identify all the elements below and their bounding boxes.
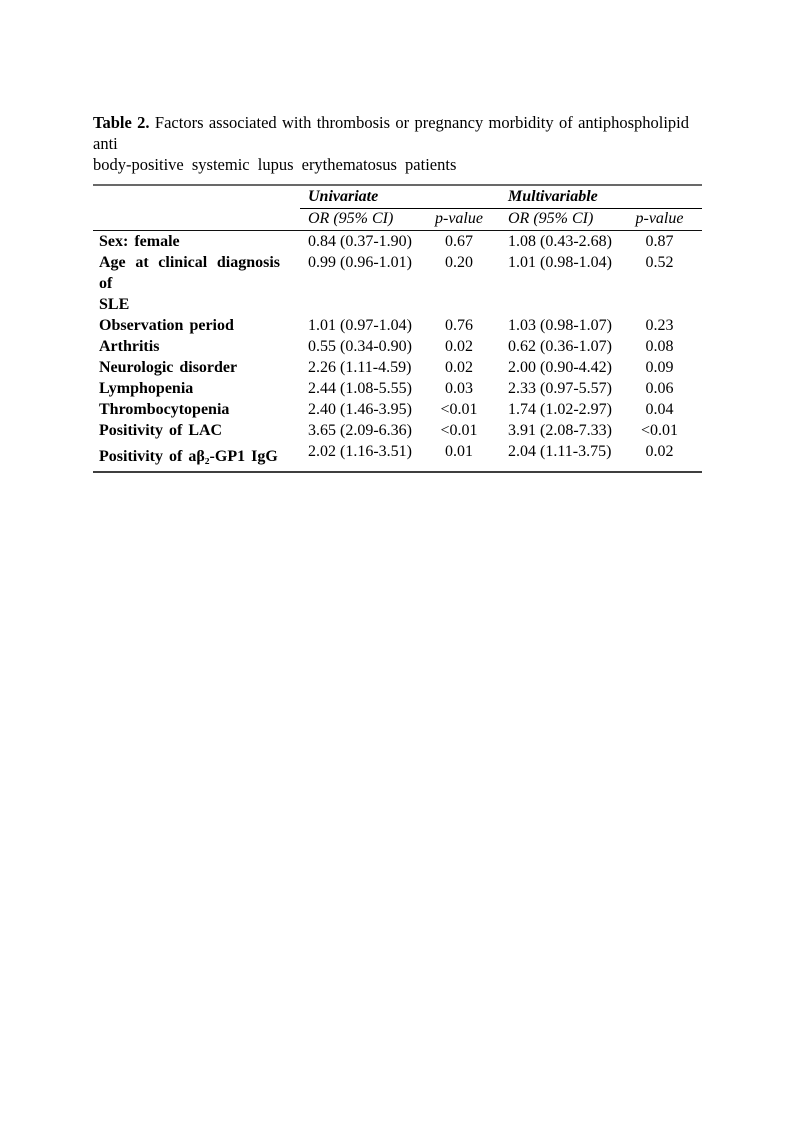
table-caption xyxy=(93,112,702,175)
row-label: Lymphopenia xyxy=(99,379,194,397)
group-header-spacer xyxy=(93,185,300,208)
cell-pvalue-univariate: 0.20 xyxy=(445,253,473,271)
cell-pvalue-univariate: 0.67 xyxy=(445,232,473,250)
cell-or-multivariable: 2.04 (1.11-3.75) xyxy=(508,442,612,460)
cell-or-univariate: 2.44 (1.08-5.55) xyxy=(308,379,412,397)
cell-or-univariate: 0.55 (0.34-0.90) xyxy=(308,337,412,355)
cell-pvalue-multivariable: 0.02 xyxy=(645,442,674,460)
cell-pvalue-multivariable: 0.06 xyxy=(645,379,674,397)
column-header-or-univariate: OR (95% CI) xyxy=(300,208,428,230)
table-row xyxy=(93,252,702,315)
cell-or-univariate: 0.99 (0.96-1.01) xyxy=(308,253,412,271)
caption-table-number: Table 2. xyxy=(93,113,150,132)
cell-pvalue-univariate: 0.76 xyxy=(445,316,473,334)
row-label: Age at clinical diagnosis of SLE xyxy=(99,253,280,313)
cell-or-multivariable: 1.08 (0.43-2.68) xyxy=(508,232,612,250)
row-label: Sex: female xyxy=(99,232,180,250)
cell-pvalue-univariate: <0.01 xyxy=(440,400,478,418)
cell-or-multivariable: 1.03 (0.98-1.07) xyxy=(508,316,612,334)
table-row xyxy=(93,315,702,336)
table-row xyxy=(93,357,702,378)
cell-pvalue-univariate: 0.01 xyxy=(445,442,473,460)
cell-pvalue-univariate: 0.02 xyxy=(445,337,473,355)
row-label: Arthritis xyxy=(99,337,160,355)
column-header-row xyxy=(93,208,702,230)
column-header-or-multivariable: OR (95% CI) xyxy=(500,208,625,230)
results-table xyxy=(93,184,702,473)
cell-or-multivariable: 2.33 (0.97-5.57) xyxy=(508,379,612,397)
table-row xyxy=(93,378,702,399)
table-block xyxy=(93,112,702,473)
column-header-spacer xyxy=(93,208,300,230)
cell-pvalue-multivariable: 0.23 xyxy=(645,316,674,334)
table-row xyxy=(93,420,702,441)
cell-or-univariate: 2.02 (1.16-3.51) xyxy=(308,442,412,460)
cell-pvalue-multivariable: 0.04 xyxy=(645,400,674,418)
row-label: Positivity of LAC xyxy=(99,421,223,439)
cell-pvalue-multivariable: <0.01 xyxy=(640,421,679,439)
cell-or-univariate: 1.01 (0.97-1.04) xyxy=(308,316,412,334)
cell-or-multivariable: 3.91 (2.08-7.33) xyxy=(508,421,612,439)
table-body xyxy=(93,230,702,472)
caption-line-1 xyxy=(93,112,702,154)
cell-pvalue-multivariable: 0.52 xyxy=(645,253,674,271)
row-label: Neurologic disorder xyxy=(99,358,238,376)
table-row xyxy=(93,399,702,420)
cell-or-multivariable: 0.62 (0.36-1.07) xyxy=(508,337,612,355)
row-label: Positivity of aβ₂-GP1 IgG xyxy=(99,447,278,465)
table-row xyxy=(93,441,702,472)
cell-pvalue-univariate: 0.02 xyxy=(445,358,473,376)
group-header-row xyxy=(93,185,702,208)
cell-pvalue-multivariable: 0.08 xyxy=(645,337,674,355)
row-label: Observation period xyxy=(99,316,234,334)
cell-pvalue-univariate: 0.03 xyxy=(445,379,473,397)
caption-text: Factors associated with thrombosis or pregnancy morbidity of antiphospholipid anti xyxy=(93,113,690,153)
caption-line-2: body-positive systemic lupus erythematosus patients xyxy=(93,155,457,174)
cell-pvalue-multivariable: 0.87 xyxy=(645,232,674,250)
cell-or-univariate: 2.26 (1.11-4.59) xyxy=(308,358,412,376)
group-header-univariate: Univariate xyxy=(300,185,500,208)
cell-or-multivariable: 1.74 (1.02-2.97) xyxy=(508,400,612,418)
table-row xyxy=(93,230,702,252)
cell-pvalue-univariate: <0.01 xyxy=(440,421,478,439)
cell-or-multivariable: 1.01 (0.98-1.04) xyxy=(508,253,612,271)
row-label: Thrombocytopenia xyxy=(99,400,230,418)
cell-or-univariate: 0.84 (0.37-1.90) xyxy=(308,232,412,250)
column-header-pvalue-multivariable: p-value xyxy=(625,208,702,230)
cell-or-univariate: 3.65 (2.09-6.36) xyxy=(308,421,412,439)
table-row xyxy=(93,336,702,357)
group-header-multivariable: Multivariable xyxy=(500,185,702,208)
column-header-pvalue-univariate: p-value xyxy=(428,208,500,230)
cell-or-multivariable: 2.00 (0.90-4.42) xyxy=(508,358,612,376)
cell-pvalue-multivariable: 0.09 xyxy=(645,358,674,376)
cell-or-univariate: 2.40 (1.46-3.95) xyxy=(308,400,412,418)
